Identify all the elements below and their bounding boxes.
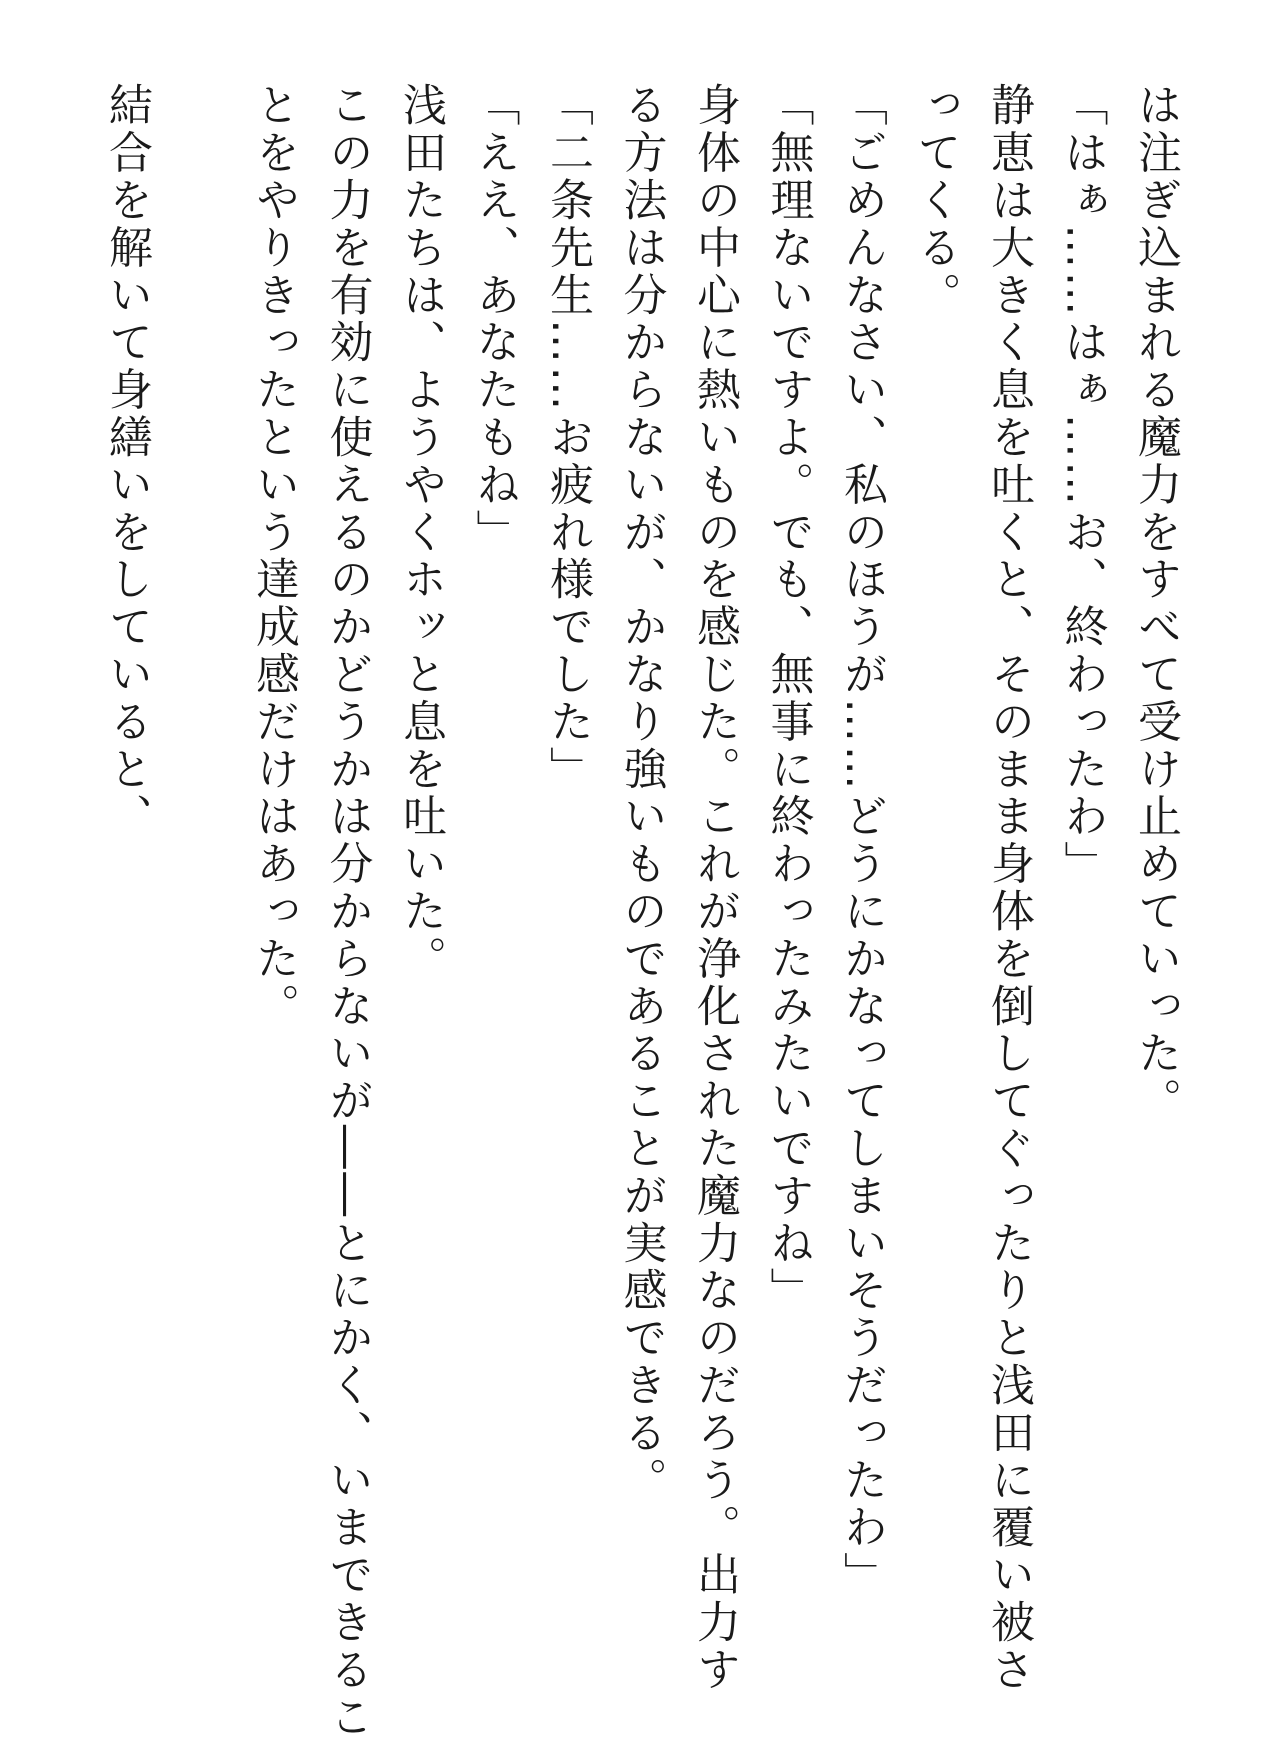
- text-line: 「二条先生……お疲れ様でした」: [542, 82, 593, 793]
- text-line: 「ええ、あなたもね」: [468, 82, 520, 556]
- text-line: 身体の中心に熱いものを感じた。これが浄化された魔力なのだろう。出力す: [689, 82, 740, 1694]
- text-line: 結合を解いて身繕いをしていると、: [101, 82, 152, 841]
- text-line: は注ぎ込まれる魔力をすべて受け止めていった。: [1130, 82, 1181, 1125]
- vertical-text-body: [90, 82, 1193, 1741]
- text-line: る方法は分からないが、かなり強いものであることが実感できる。: [615, 82, 667, 1504]
- text-line: 「無理ないですよ。でも、無事に終わったみたいですね」: [762, 82, 814, 1315]
- text-line: 静恵は大きく息を吐くと、そのまま身体を倒してぐったりと浅田に覆い被さ: [983, 82, 1034, 1694]
- text-line: 浅田たちは、ようやくホッと息を吐いた。: [395, 82, 446, 983]
- text-line: ってくる。: [909, 82, 961, 319]
- text-line: 「ごめんなさい、私のほうが……どうにかなってしまいそうだったわ」: [836, 82, 887, 1599]
- text-line: 「はぁ……はぁ……お、終わったわ」: [1056, 82, 1108, 888]
- blank-line: [163, 82, 237, 1622]
- text-line: とをやりきったという達成感だけはあった。: [248, 82, 299, 1030]
- text-line: この力を有効に使えるのかどうかは分からないが――とにかく、いまできるこ: [321, 82, 373, 1741]
